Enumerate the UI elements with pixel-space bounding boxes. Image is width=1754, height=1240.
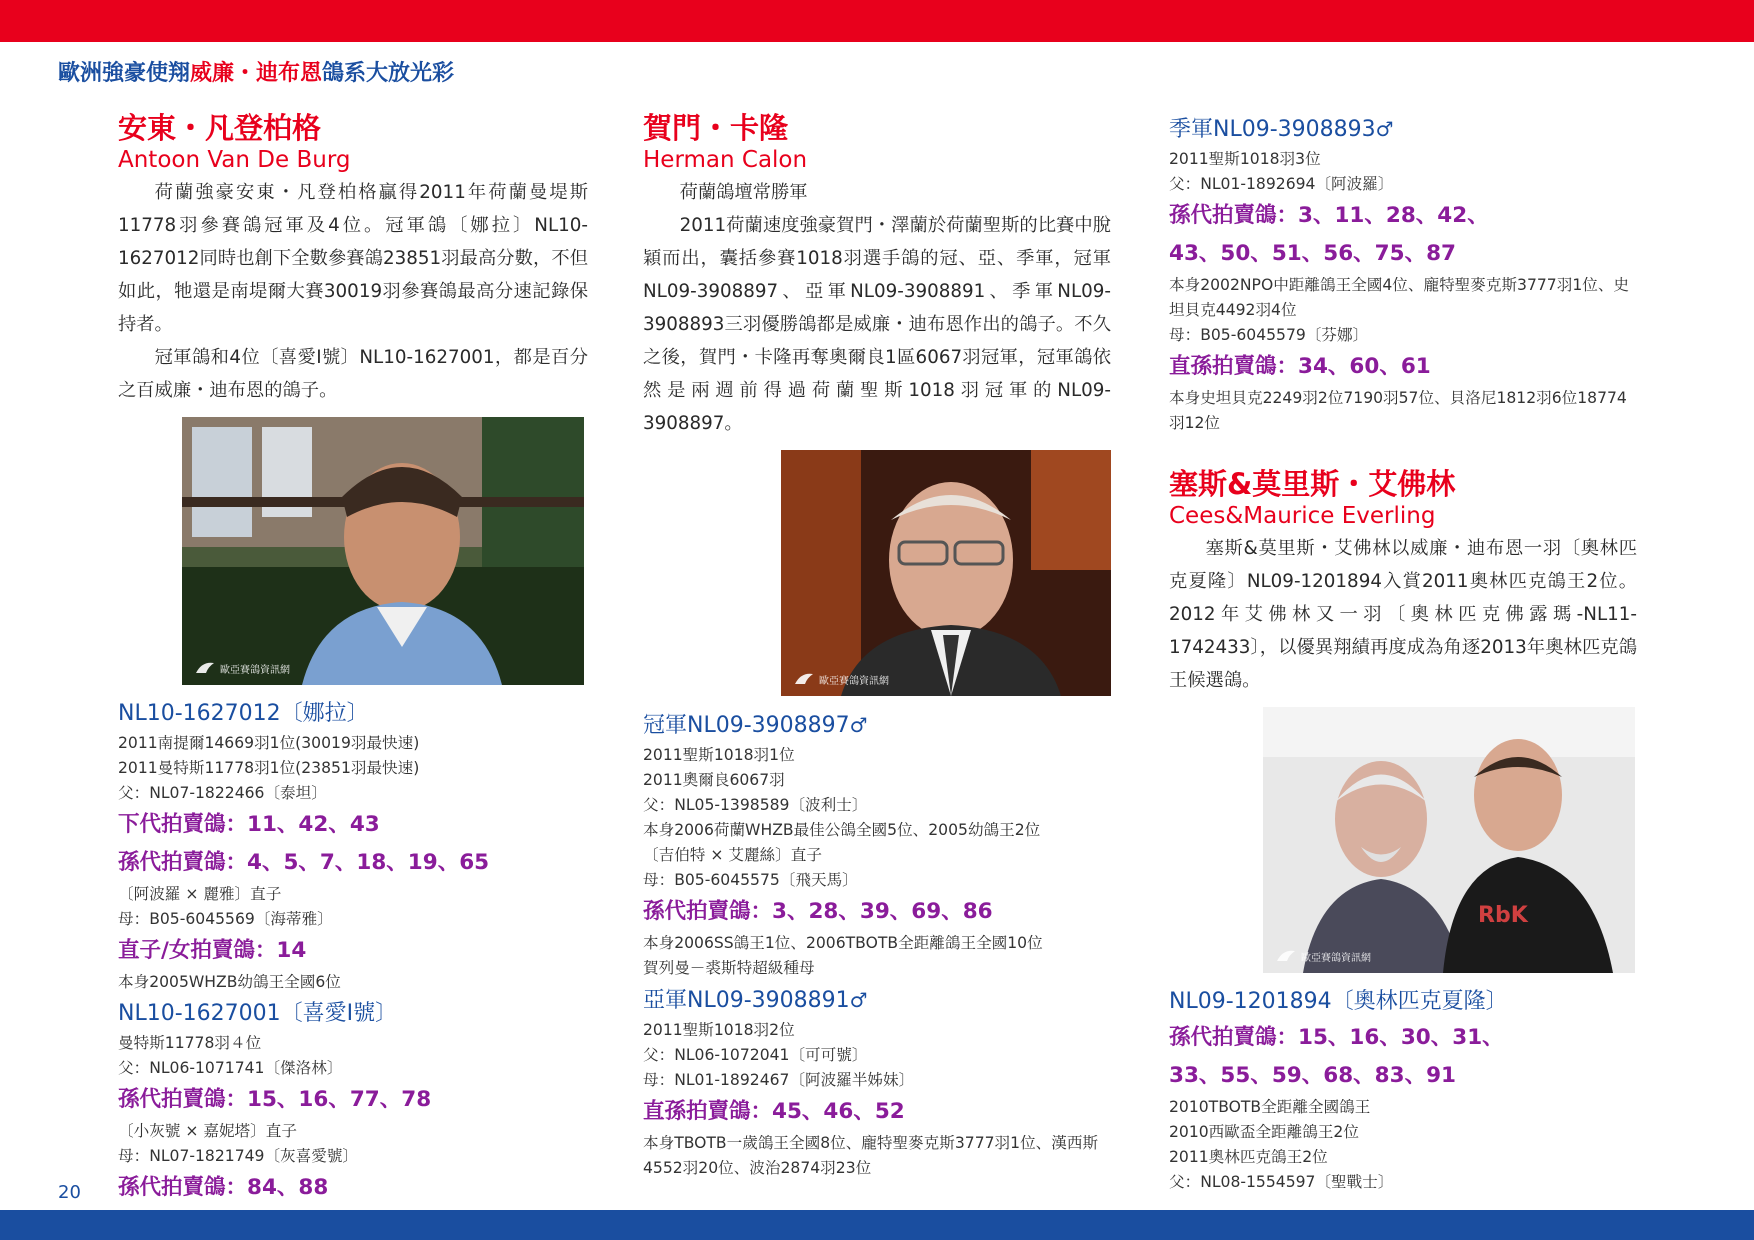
breeder-photo xyxy=(1263,707,1635,973)
info-line: 2011曼特斯11778羽1位(23851羽最快速) xyxy=(118,759,420,777)
info-line: 2010西歐盃全距離鴿王2位 xyxy=(1169,1123,1359,1141)
portrait-image xyxy=(1263,707,1635,973)
info-line: 2010TBOTB全距離全國鴿王 xyxy=(1169,1098,1371,1116)
info-line: 〔阿波羅 × 麗雅〕直子 xyxy=(118,885,282,903)
info-line: 2011奧林匹克鴿王2位 xyxy=(1169,1148,1328,1166)
auction-lots: 孫代拍賣鴿：3、28、39、69、86 xyxy=(643,899,993,924)
dove-logo-icon xyxy=(793,670,815,688)
column-2 xyxy=(643,110,1111,1181)
ring-number: NL10-1627012〔娜拉〕 xyxy=(118,701,369,726)
info-line: 2011聖斯1018羽3位 xyxy=(1169,150,1321,168)
paragraph: 2011荷蘭速度強豪賀門・澤蘭於荷蘭聖斯的比賽中脫穎而出，囊括參賽1018羽選手鴿的冠、亞、季軍，冠軍NL09-3908897、亞軍NL09-3908891、季軍NL09-3908893三羽優勝鴿都是威廉・迪布恩作出的鴿子。不久之後，賀門・卡隆再奪奧爾良1區6067羽冠軍，冠軍鴿依然是兩週前得過荷蘭聖斯1018羽冠軍的NL09-3908897。 xyxy=(643,215,1111,434)
ring-number: NL09-1201894〔奧林匹克夏隆〕 xyxy=(1169,989,1508,1014)
info-line: 母：NL01-1892467〔阿波羅半姊妹〕 xyxy=(643,1071,915,1089)
dove-logo-icon xyxy=(1275,947,1297,965)
header-part2: 威廉・迪布恩 xyxy=(190,61,323,86)
watermark-text: 歐亞賽鴿資訊網 xyxy=(220,664,290,676)
breeder-name-en: Cees&Maurice Everling xyxy=(1169,503,1436,529)
portrait-image xyxy=(182,417,584,685)
info-line: 〔吉伯特 × 艾麗絲〕直子 xyxy=(643,846,822,864)
page-number: 20 xyxy=(58,1182,81,1203)
watermark-text: 歐亞賽鴿資訊網 xyxy=(819,675,889,687)
auction-lots: 孫代拍賣鴿：84、88 xyxy=(118,1175,329,1200)
info-line: 〔小灰號 × 嘉妮塔〕直子 xyxy=(118,1122,297,1140)
info-line: 2011聖斯1018羽1位 xyxy=(643,746,795,764)
column-1 xyxy=(118,110,588,1207)
pedigree-info xyxy=(118,1119,588,1169)
ring-label: 亞軍NL09-3908891 xyxy=(643,988,850,1013)
info-line: 本身史坦貝克2249羽2位7190羽57位、貝洛尼1812羽6位18774羽12位 xyxy=(1169,389,1627,432)
breeder-photo xyxy=(781,450,1111,696)
pedigree-info xyxy=(118,970,588,995)
breeder-name-cn: 塞斯&莫里斯・艾佛林 xyxy=(1169,467,1456,501)
info-line: 母：NL07-1821749〔灰喜愛號〕 xyxy=(118,1147,359,1165)
male-symbol-icon: ♂ xyxy=(1375,117,1394,141)
info-line: 父：NL06-1072041〔可可號〕 xyxy=(643,1046,868,1064)
auction-lots: 33、55、59、68、83、91 xyxy=(1169,1063,1457,1088)
ring-number xyxy=(1169,112,1637,147)
paragraph: 荷蘭強豪安東・凡登柏格贏得2011年荷蘭曼堤斯11778羽參賽鴿冠軍及4位。冠軍鴿〔娜拉〕NL10-1627012同時也創下全數參賽鴿23851羽最高分數，不但如此，牠還是南堤爾大賽30019羽參賽鴿最高分速記錄保持者。 xyxy=(118,182,588,335)
watermark xyxy=(793,670,889,688)
auction-lots: 孫代拍賣鴿：15、16、30、31、 xyxy=(1169,1025,1504,1050)
pedigree-info xyxy=(118,882,588,932)
top-red-bar xyxy=(0,0,1754,42)
info-line: 賀列曼－裘斯特超級種母 xyxy=(643,959,815,977)
info-line: 2011南提爾14669羽1位(30019羽最快速) xyxy=(118,734,420,752)
auction-lots: 孫代拍賣鴿：15、16、77、78 xyxy=(118,1087,432,1112)
male-symbol-icon: ♂ xyxy=(849,988,868,1012)
pedigree-info xyxy=(1169,273,1637,348)
pedigree-info xyxy=(1169,147,1637,197)
breeder-name-cn: 安東・凡登柏格 xyxy=(118,111,322,145)
info-line: 曼特斯11778羽４位 xyxy=(118,1034,262,1052)
pedigree-info xyxy=(1169,386,1637,436)
breeder-name-en: Antoon Van De Burg xyxy=(118,147,351,173)
intro-text xyxy=(118,176,588,407)
breeder-photo xyxy=(182,417,584,685)
info-line: 本身2006荷蘭WHZB最佳公鴿全國5位、2005幼鴿王2位 xyxy=(643,821,1041,839)
info-line: 2011聖斯1018羽2位 xyxy=(643,1021,795,1039)
auction-lots: 孫代拍賣鴿：3、11、28、42、 xyxy=(1169,203,1489,228)
pedigree-info xyxy=(118,1031,588,1081)
column-3 xyxy=(1169,110,1637,1195)
info-line: 父：NL01-1892694〔阿波羅〕 xyxy=(1169,175,1394,193)
pedigree-info xyxy=(118,731,588,806)
watermark xyxy=(1275,947,1371,965)
ring-label: 冠軍NL09-3908897 xyxy=(643,713,850,738)
bottom-blue-bar xyxy=(0,1210,1754,1240)
portrait-image xyxy=(781,450,1111,696)
pedigree-info xyxy=(643,931,1111,981)
breeder-name-cn: 賀門・卡隆 xyxy=(643,111,789,145)
subtitle: 荷蘭鴿壇常勝軍 xyxy=(679,182,808,203)
info-line: 本身2002NPO中距離鴿王全國4位、龐特聖麥克斯3777羽1位、史坦貝克4492羽4位 xyxy=(1169,276,1630,319)
info-line: 母：B05-6045579〔芬娜〕 xyxy=(1169,326,1369,344)
auction-lots: 43、50、51、56、75、87 xyxy=(1169,241,1457,266)
breeder-name-en: Herman Calon xyxy=(643,147,808,173)
auction-lots: 直孫拍賣鴿：45、46、52 xyxy=(643,1099,905,1124)
watermark-text: 歐亞賽鴿資訊網 xyxy=(1301,952,1371,964)
watermark xyxy=(194,659,290,677)
info-line: 本身2006SS鴿王1位、2006TBOTB全距離鴿王全國10位 xyxy=(643,934,1043,952)
paragraph: 塞斯&莫里斯・艾佛林以威廉・迪布恩一羽〔奧林匹克夏隆〕NL09-1201894入賞2011奧林匹克鴿王2位。2012年艾佛林又一羽〔奧林匹克佛露瑪-NL11-1742433〕，以優異翔績再度成為角逐2013年奧林匹克鴿王候選鴿。 xyxy=(1169,538,1637,691)
info-line: 母：B05-6045569〔海蒂雅〕 xyxy=(118,910,333,928)
info-line: 本身2005WHZB幼鴿王全國6位 xyxy=(118,973,341,991)
info-line: 2011奧爾良6067羽 xyxy=(643,771,785,789)
auction-lots: 直孫拍賣鴿：34、60、61 xyxy=(1169,354,1431,379)
pedigree-info xyxy=(1169,1095,1637,1195)
pedigree-info xyxy=(643,1018,1111,1093)
ring-label: 季軍NL09-3908893 xyxy=(1169,117,1376,142)
info-line: 本身TBOTB一歲鴿王全國8位、龐特聖麥克斯3777羽1位、漢西斯4552羽20位、波治2874羽23位 xyxy=(643,1134,1099,1177)
page-header xyxy=(58,56,454,87)
dove-logo-icon xyxy=(194,659,216,677)
shirt-logo: RbK xyxy=(1478,903,1528,928)
info-line: 父：NL05-1398589〔波利士〕 xyxy=(643,796,868,814)
auction-lots: 孫代拍賣鴿：4、5、7、18、19、65 xyxy=(118,850,490,875)
auction-lots: 下代拍賣鴿：11、42、43 xyxy=(118,812,380,837)
info-line: 父：NL07-1822466〔泰坦〕 xyxy=(118,784,327,802)
auction-lots: 直子/女拍賣鴿：14 xyxy=(118,938,307,963)
male-symbol-icon: ♂ xyxy=(849,713,868,737)
intro-text xyxy=(1169,532,1637,697)
paragraph: 冠軍鴿和4位〔喜愛Ⅰ號〕NL10-1627001，都是百分之百威廉・迪布恩的鴿子。 xyxy=(118,347,588,401)
info-line: 父：NL08-1554597〔聖戰士〕 xyxy=(1169,1173,1394,1191)
header-part3: 鴿系大放光彩 xyxy=(322,61,455,86)
ring-number xyxy=(643,708,1111,743)
ring-number xyxy=(643,983,1111,1018)
ring-number: NL10-1627001〔喜愛Ⅰ號〕 xyxy=(118,1001,398,1026)
info-line: 父：NL06-1071741〔傑洛林〕 xyxy=(118,1059,343,1077)
pedigree-info xyxy=(643,743,1111,893)
header-part1: 歐洲強豪使翔 xyxy=(58,61,191,86)
info-line: 母：B05-6045575〔飛天馬〕 xyxy=(643,871,858,889)
pedigree-info xyxy=(643,1131,1111,1181)
intro-text xyxy=(643,176,1111,440)
